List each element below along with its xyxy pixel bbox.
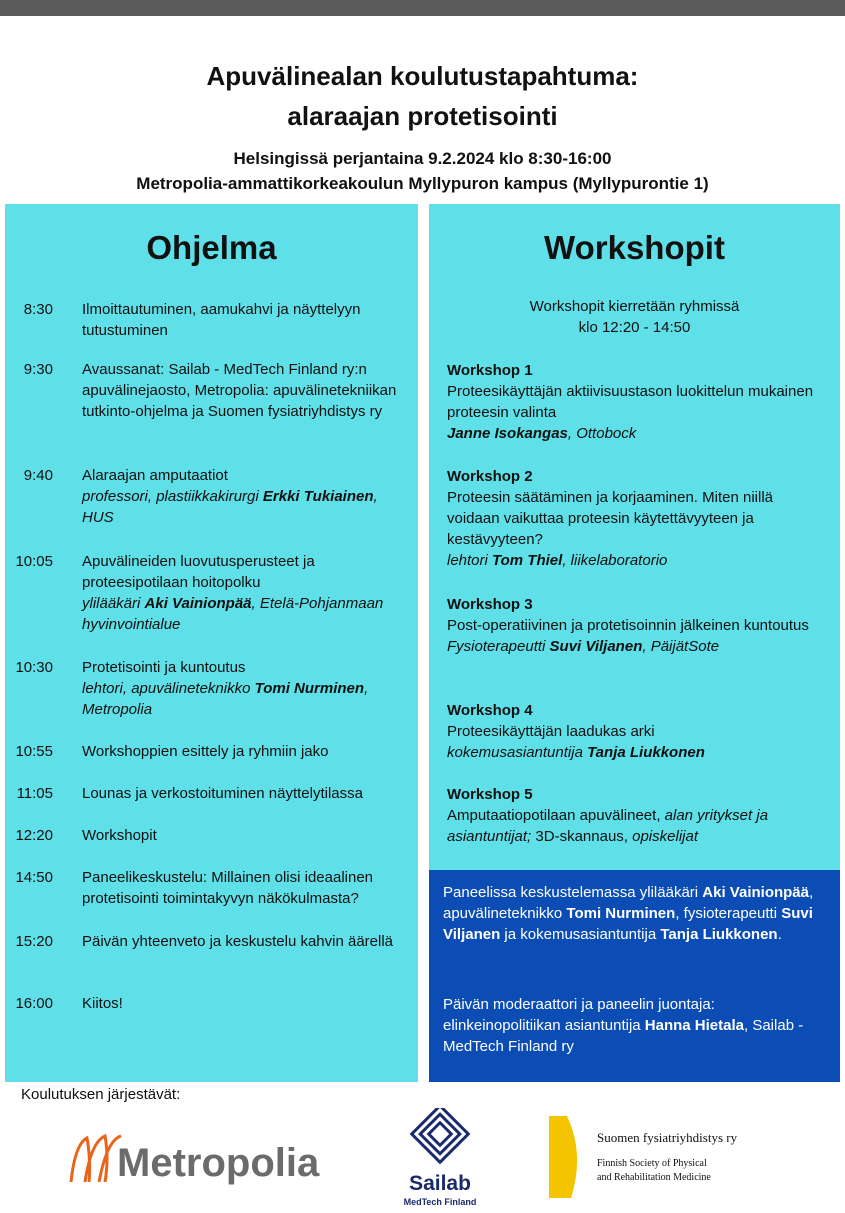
sailab-logo-subtext: MedTech Finland <box>403 1197 477 1207</box>
workshop-text: Post-operatiivinen ja protetisoinnin jälkeinen kuntoutus <box>447 617 809 634</box>
speaker-org: , HUS <box>82 488 378 526</box>
speaker-name: Aki Vainionpää <box>144 595 252 612</box>
speaker-org: , liikelaboratorio <box>562 552 668 569</box>
workshop-item <box>447 594 827 657</box>
poster-header <box>5 56 840 196</box>
program-heading: Ohjelma <box>146 229 277 266</box>
workshop-speaker <box>447 742 827 763</box>
program-text: Workshopit <box>82 827 157 844</box>
workshop-text-part: Amputaatiopotilaan apuvälineet, <box>447 807 665 824</box>
workshop-speaker <box>447 550 827 571</box>
program-speaker <box>82 678 402 720</box>
program-text: Lounas ja verkostoituminen näyttelytilassa <box>82 785 363 802</box>
sfy-logo-name: Suomen fysiatriyhdistys ry <box>597 1130 738 1145</box>
speaker-role: lehtori, apuvälineteknikko <box>82 680 255 697</box>
speaker-org: , Metropolia <box>82 680 369 718</box>
poster <box>5 16 840 1207</box>
workshops-intro <box>429 296 840 338</box>
sfy-logo-english-1: Finnish Society of Physical <box>597 1158 707 1169</box>
program-title: Protetisointi ja kuntoutus <box>82 659 246 676</box>
panel-name: Tanja Liukkonen <box>660 926 778 943</box>
speaker-name: Suvi Viljanen <box>549 638 643 655</box>
program-time: 12:20 <box>15 827 53 844</box>
workshop-text-italic: opiskelijat <box>632 828 698 845</box>
sfy-logo-mark <box>549 1116 577 1198</box>
workshop-title: Workshop 2 <box>447 468 533 485</box>
program-time: 11:05 <box>16 785 53 802</box>
speaker-name: Tom Thiel <box>492 552 563 569</box>
workshop-speaker <box>447 636 827 657</box>
workshop-item <box>447 466 827 571</box>
program-time: 9:40 <box>23 467 53 484</box>
panel-text: , fysioterapeutti <box>675 905 782 922</box>
speaker-org: , PäijätSote <box>642 638 720 655</box>
workshop-item <box>447 360 827 444</box>
program-text: Paneelikeskustelu: Millainen olisi ideaalinen protetisointi toimintakyvyn näkökulmasta? <box>82 869 374 907</box>
top-frame-bar <box>0 0 845 16</box>
panel-name: Suvi Viljanen <box>443 905 813 943</box>
workshops-intro-line2: klo 12:20 - 14:50 <box>578 319 691 336</box>
speaker-name: Tomi Nurminen <box>254 680 365 697</box>
speaker-org: , Ottobock <box>567 425 637 442</box>
workshop-title: Workshop 4 <box>447 702 533 719</box>
workshop-title: Workshop 5 <box>447 786 533 803</box>
speaker-role: ylilääkäri <box>82 595 145 612</box>
program-time: 10:55 <box>15 743 53 760</box>
metropolia-logo <box>65 1124 325 1194</box>
sailab-logo-mark <box>412 1108 469 1162</box>
program-title: Alaraajan amputaatiot <box>82 467 228 484</box>
speaker-org: , Etelä-Pohjanmaan hyvinvointialue <box>82 595 384 633</box>
workshop-item <box>447 700 827 763</box>
program-speaker <box>82 486 402 528</box>
panel-info-box <box>429 870 840 1082</box>
sfy-logo <box>545 1114 805 1199</box>
panel-name: Tomi Nurminen <box>566 905 676 922</box>
panel-text: . <box>777 926 782 943</box>
program-time: 16:00 <box>15 995 53 1012</box>
program-text: Ilmoittautuminen, aamukahvi ja näyttelyyn tutustuminen <box>82 301 361 339</box>
program-time: 10:05 <box>15 553 53 570</box>
program-text <box>82 657 402 720</box>
metropolia-logo-text: Metropolia <box>117 1141 320 1185</box>
title-line-2: alaraajan protetisointi <box>287 101 558 131</box>
workshop-speaker <box>447 423 827 444</box>
date-line: Helsingissä perjantaina 9.2.2024 klo 8:30-16:00 <box>233 149 612 168</box>
speaker-role: Fysioterapeutti <box>447 638 550 655</box>
speaker-name: Janne Isokangas <box>447 425 568 442</box>
program-title: Apuvälineiden luovutusperusteet ja proteesipotilaan hoitopolku <box>82 553 315 591</box>
panel-participants <box>443 882 828 945</box>
workshop-item <box>447 784 827 847</box>
speaker-name: Tanja Liukkonen <box>587 744 705 761</box>
speaker-role: lehtori <box>447 552 493 569</box>
sailab-logo-text: Sailab <box>409 1172 471 1195</box>
program-time: 8:30 <box>23 301 53 318</box>
program-text: Workshoppien esittely ja ryhmiin jako <box>82 743 329 760</box>
sailab-logo <box>395 1108 485 1213</box>
program-text <box>82 551 402 635</box>
workshops-intro-line1: Workshopit kierretään ryhmissä <box>529 298 740 315</box>
program-text: Päivän yhteenveto ja keskustelu kahvin äärellä <box>82 933 394 950</box>
organizers-label: Koulutuksen järjestävät: <box>21 1086 181 1103</box>
panel-moderator <box>443 994 828 1057</box>
venue-line: Metropolia-ammattikorkeakoulun Myllypuron kampus (Myllypurontie 1) <box>136 174 709 193</box>
workshop-text: Proteesikäyttäjän aktiivisuustason luokittelun mukainen proteesin valinta <box>447 383 814 421</box>
speaker-role: kokemusasiantuntija <box>447 744 588 761</box>
workshop-text: Proteesin säätäminen ja korjaaminen. Miten niillä voidaan vaikuttaa proteesin käytettävyyteen ja kestävyyteen? <box>447 489 774 548</box>
panel-text: Paneelissa keskustelemassa ylilääkäri <box>443 884 703 901</box>
panel-text: Päivän moderaattori ja paneelin juontaja: elinkeinopolitiikan asiantuntija <box>443 996 715 1034</box>
workshops-heading: Workshopit <box>544 229 725 266</box>
program-text: Avaussanat: Sailab - MedTech Finland ry:n apuvälinejaosto, Metropolia: apuvälinetekniikan tutkinto-ohjelma ja Suomen fysiatriyhdistys ry <box>82 361 397 420</box>
speaker-name: Erkki Tukiainen <box>262 488 374 505</box>
title-line-1: Apuvälinealan koulutustapahtuma: <box>206 61 639 91</box>
program-text <box>82 465 402 528</box>
panel-name: Hanna Hietala <box>644 1017 744 1034</box>
workshop-title: Workshop 3 <box>447 596 533 613</box>
workshop-text: Proteesikäyttäjän laadukas arki <box>447 723 655 740</box>
program-speaker <box>82 593 402 635</box>
program-time: 9:30 <box>23 361 53 378</box>
program-text: Kiitos! <box>82 995 123 1012</box>
panel-name: Aki Vainionpää <box>702 884 809 901</box>
panel-text: , Sailab - MedTech Finland ry <box>443 1017 804 1055</box>
workshop-text-part: 3D-skannaus, <box>531 828 633 845</box>
workshop-text-italic: alan yritykset ja asiantuntijat; <box>447 807 769 845</box>
poster-subtitle <box>5 146 840 196</box>
panel-text: ja kokemusasiantuntija <box>500 926 661 943</box>
workshops-column <box>429 204 840 870</box>
workshop-title: Workshop 1 <box>447 362 533 379</box>
program-time: 14:50 <box>15 869 53 886</box>
program-time: 15:20 <box>15 933 53 950</box>
panel-text: , apuvälineteknikko <box>443 884 814 922</box>
sfy-logo-english-2: and Rehabilitation Medicine <box>597 1172 711 1183</box>
workshop-text <box>447 805 827 847</box>
program-column <box>5 204 418 1082</box>
poster-title <box>5 56 840 136</box>
speaker-role: professori, plastiikkakirurgi <box>82 488 263 505</box>
program-time: 10:30 <box>15 659 53 676</box>
